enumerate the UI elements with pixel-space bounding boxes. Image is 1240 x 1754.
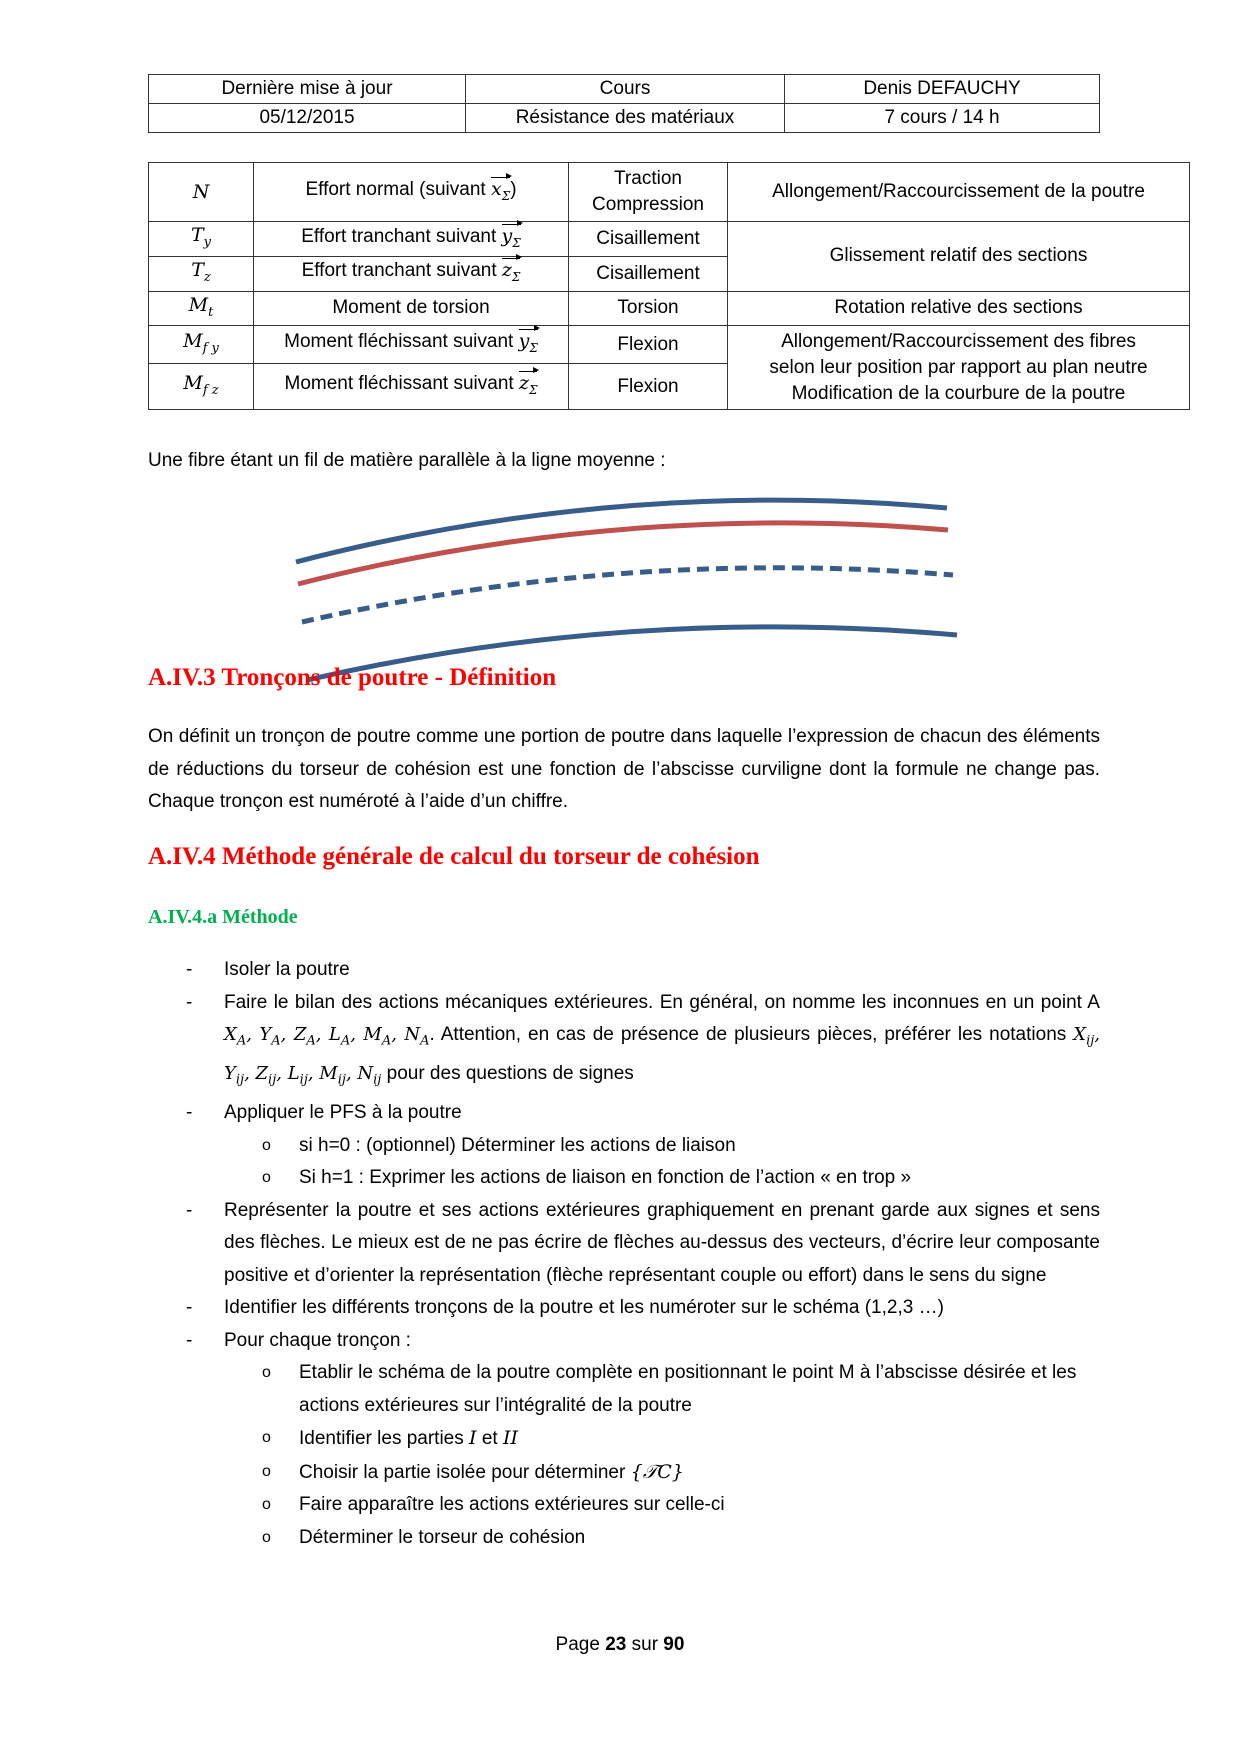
effort-symbol: $M_t$ [149,291,254,326]
section-heading-methode-generale: A.IV.4 Méthode générale de calcul du torseur de cohésion [148,843,760,870]
effort-description: Moment fléchissant suivant $y_\Sigma$ [254,326,569,364]
current-page-number: 23 [605,1634,627,1655]
method-steps-list [148,954,1100,1554]
effort-effect: Allongement/Raccourcissement de la poutre [728,163,1190,222]
effort-effect: Allongement/Raccourcissement des fibres selon leur position par rapport au plan neutre Modification de la courbure de la poutre [728,326,1190,410]
effort-symbol: $M_{f z}$ [149,364,254,410]
sub-list-item: o Identifier les parties I et II [262,1427,518,1450]
header-last-update-label: Dernière mise à jour [149,75,466,104]
sub-list-item: o Faire apparaître les actions extérieures sur celle-ci [262,1494,725,1516]
effort-description: Moment de torsion [254,291,569,326]
mean-line-dashed [302,568,953,622]
effort-symbol: $M_{f y}$ [149,326,254,364]
effort-effect: Rotation relative des sections [728,291,1190,326]
header-date: 05/12/2015 [149,104,466,133]
subsection-heading-methode: A.IV.4.a Méthode [148,906,298,928]
list-item: - Appliquer le PFS à la poutre o si h=0 : (optionnel) Déterminer les actions de liaison o Si h=1 : Exprimer les actions de liaison en fonction de l’action « en trop » [148,1097,1100,1195]
troncons-paragraph: On définit un tronçon de poutre comme une portion de poutre dans laquelle l’expression de chacun des éléments de réductions du torseur de cohésion est une fonction de l’abscisse curviligne dont la formule ne change pas. Chaque tronçon est numéroté à l’aide d’un chiffre. [148,726,1100,812]
solicitation-type: Cisaillement [569,256,728,291]
effort-symbol: N [149,163,254,222]
sub-list-item: o Etablir le schéma de la poutre complète en positionnant le point M à l’abscisse désirée et les actions extérieures sur l’intégralité de la poutre [262,1362,1077,1416]
effort-description: Effort tranchant suivant $y_\Sigma$ [254,222,569,257]
solicitation-type: Cisaillement [569,222,728,257]
list-item: - Pour chaque tronçon : o Etablir le schéma de la poutre complète en positionnant le point M à l’abscisse désirée et les actions extérieures sur l’intégralité de la poutre o Identifier les parties I et II o Choisir la partie isolée pour déterminer {𝒯C} o Faire apparaître les actions extérieures sur celle-ci o Déterminer le torseur de cohésion [148,1325,1100,1555]
header-course-title: Résistance des matériaux [466,104,785,133]
solicitation-type: Traction Compression [569,163,728,222]
list-item: - Isoler la poutre [186,959,350,980]
fibre-diagram [0,0,1240,760]
section-heading-troncons: A.IV.3 Tronçons de poutre - Définition [148,664,557,691]
page-footer: Page 23 sur 90 [555,1634,685,1655]
effort-description: Moment fléchissant suivant $z_\Sigma$ [254,364,569,410]
sub-list-item: o Déterminer le torseur de cohésion [262,1526,586,1548]
effort-description: Effort tranchant suivant $z_\Sigma$ [254,256,569,291]
header-duration: 7 cours / 14 h [785,104,1100,133]
header-type-label: Cours [466,75,785,104]
list-item: - Représenter la poutre et ses actions extérieures graphiquement en prenant garde aux signes et sens des flèches. Le mieux est de ne pas écrire de flèches au-dessus des vecteurs, d’écrire leur composante positive et d’orienter la représentation (flèche représentant couple ou effort) dans le sens du signe [186,1199,1100,1286]
solicitation-type: Torsion [569,291,728,326]
header-author: Denis DEFAUCHY [785,75,1100,104]
effort-symbol: $T_z$ [149,256,254,291]
sub-list-item: o si h=0 : (optionnel) Déterminer les actions de liaison [262,1134,736,1156]
effort-symbol: $T_y$ [149,222,254,257]
list-item: - Identifier les différents tronçons de la poutre et les numéroter sur le schéma (1,2,3 …) [186,1297,944,1319]
section-troncons-body [148,721,1100,819]
sub-list-item: o Si h=1 : Exprimer les actions de liaison en fonction de l’action « en trop » [262,1167,912,1189]
total-pages: 90 [663,1634,685,1655]
sub-list-item: o Choisir la partie isolée pour déterminer {𝒯C} [262,1460,684,1483]
list-item: - Faire le bilan des actions mécaniques extérieures. En général, on nomme les inconnues en un point A $X_A$, $Y_A$, $Z_A$, $L_A$, $M_A$, $N_A$. Attention, en cas de présence de plusieurs pièces, préférer les notations $X_{ij}$, $Y_{ij}$, $Z_{ij}$, $L_{ij}$, $M_{ij}$, $N_{ij}$ pour des questions de signes [186,991,1101,1088]
solicitation-type: Flexion [569,326,728,364]
torseur-cohesion-symbol: {𝒯C} [630,1460,684,1483]
fibre-intro-text: Une fibre étant un fil de matière parallèle à la ligne moyenne : [148,450,666,471]
solicitation-type: Flexion [569,364,728,410]
effort-effect: Glissement relatif des sections [728,222,1190,292]
effort-description: Effort normal (suivant $x_\Sigma$) [254,163,569,222]
